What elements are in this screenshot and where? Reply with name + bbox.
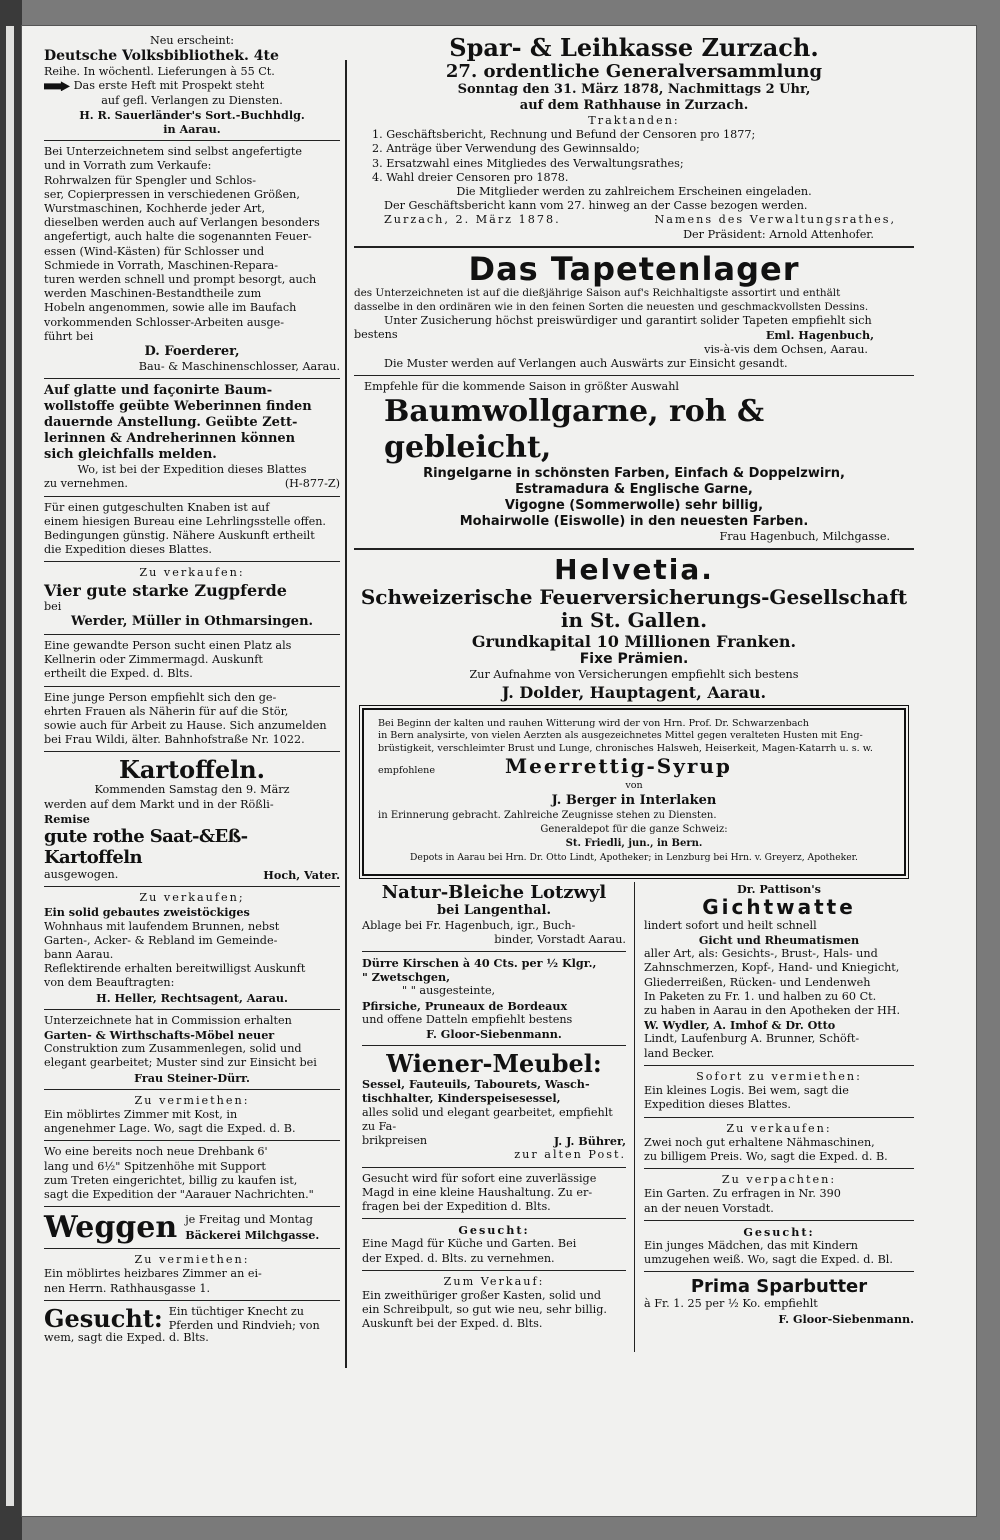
ad-line: 2. Anträge über Verwendung des Gewinnsaldo; [372, 142, 640, 156]
divider [354, 548, 914, 550]
ad-line: alles solid und elegant gearbeitet, empfiehlt zu Fa- [362, 1105, 613, 1133]
ad-line: Ringelgarne in schönsten Farben, Einfach & Doppelzwirn, [423, 466, 845, 482]
ad-line: Kommenden Samstag den 9. März [94, 783, 290, 797]
divider [362, 951, 626, 952]
ad-line: an der neuen Vorstadt. [644, 1201, 774, 1215]
ad-signature: H. Heller, Rechtsagent, Aarau. [96, 990, 288, 1005]
ad-line: 1. Geschäftsbericht, Rechnung und Befund der Censoren pro 1877; [372, 128, 756, 142]
two-column-section [354, 882, 914, 1352]
ad-signature: D. Foerderer, [144, 344, 240, 360]
ad-signature: Der Präsident: Arnold Attenhofer. [683, 227, 874, 241]
ad-line: wollstoffe geübte Weberinnen finden [44, 399, 312, 415]
ad-zimmer-heizbar [44, 1253, 340, 1296]
ad-line: zum Treten eingerichtet, billig zu kaufen ist, [44, 1173, 298, 1187]
ad-line: nen Herrn. Rathhausgasse 1. [44, 1281, 211, 1295]
ad-line: Dürre Kirschen à 40 Cts. per ½ Klgr., [362, 956, 597, 971]
ad-gichtwatte [644, 882, 914, 1061]
ad-line: die Expedition dieses Blattes. [44, 543, 212, 557]
ad-logis [644, 1070, 914, 1113]
ad-heading: Zu verkaufen: [139, 566, 245, 580]
divider [44, 140, 340, 141]
ad-line: in Bern analysirte, von vielen Aerzten als ausgezeichnetes Mittel gegen veralteten Husten mit Eng- [378, 730, 863, 742]
divider [362, 1045, 626, 1046]
ad-line: bei Frau Wildi, älter. Bahnhofstraße Nr. 1022. [44, 733, 305, 747]
ad-line: Lindt, Laufenburg A. Brunner, Schöft- [644, 1032, 860, 1046]
divider [644, 1271, 914, 1272]
ad-signature: Frau Steiner-Dürr. [134, 1070, 250, 1085]
divider [44, 1140, 340, 1141]
divider [644, 1117, 914, 1118]
ad-signature: J. J. Bührer, [553, 1134, 626, 1149]
ad-headline: Wiener-Meubel: [386, 1049, 602, 1079]
divider [44, 1300, 340, 1301]
ad-line: Kellnerin oder Zimmermagd. Auskunft [44, 653, 263, 667]
left-column [44, 34, 340, 1345]
ad-line: Gliederreißen, Rücken- und Lendenweh [644, 975, 871, 989]
subcolumn-divider [634, 882, 635, 1352]
ad-line: Ein solid gebautes zweistöckiges [44, 905, 250, 920]
divider [44, 496, 340, 497]
ad-obst [362, 956, 626, 1041]
ad-line: Magd in eine kleine Haushaltung. Zu er- [362, 1185, 593, 1199]
ad-line: land Becker. [644, 1046, 715, 1060]
ad-heading: Gesucht: [743, 1224, 815, 1239]
ad-line: Ein junges Mädchen, das mit Kindern [644, 1238, 859, 1252]
ad-line: Schmiede in Vorrath, Maschinen-Repara- [44, 258, 278, 272]
ad-line: tischhalter, Kinderspeisesessel, [362, 1091, 561, 1106]
ad-reference: (H-877-Z) [284, 477, 340, 491]
ad-heading: Zum Verkauf: [443, 1274, 545, 1288]
ad-line: W. Wydler, A. Imhof & Dr. Otto [644, 1018, 836, 1033]
ad-line: Ein tüchtiger Knecht zu [168, 1304, 304, 1318]
ad-line: Ein zweithüriger großer Kasten, solid und [362, 1288, 602, 1302]
ad-line: dieselben werden auch auf Verlangen besonders [44, 216, 320, 230]
ad-headline: Vier gute starke Zugpferde [44, 580, 287, 600]
ad-line: lindert sofort und heilt schnell [644, 918, 817, 932]
ad-line: Ein Garten. Zu erfragen in Nr. 390 [644, 1187, 841, 1201]
ad-sparkasse [354, 34, 914, 242]
ad-line: J. Berger in Interlaken [551, 792, 717, 808]
ad-line: umzugehen weiß. Wo, sagt die Exped. d. Bl. [644, 1253, 893, 1267]
divider [44, 886, 340, 887]
ad-line: Expedition dieses Blattes. [644, 1098, 791, 1112]
ad-line: Sessel, Fauteuils, Tabourets, Wasch- [362, 1077, 590, 1092]
ad-naturbleiche [362, 882, 626, 947]
column-divider [345, 60, 347, 1368]
ad-line: Unter Zusicherung höchst preiswürdiger und garantirt solider Tapeten empfiehlt sich [384, 314, 872, 328]
ad-line: ein Schreibpult, so gut wie neu, sehr billig. [362, 1303, 607, 1317]
ad-line: Eine junge Person empfiehlt sich den ge- [44, 690, 277, 704]
ad-line: elegant gearbeitet; Muster sind zur Einsicht bei [44, 1056, 317, 1070]
ad-line: Generaldepot für die ganze Schweiz: [540, 824, 728, 836]
ad-signature: Frau Hagenbuch, Milchgasse. [719, 530, 890, 544]
ad-line: Mohairwolle (Eiswolle) in den neuesten Farben. [459, 514, 809, 530]
ad-line: werden Maschinen-Bestandtheile zum [44, 287, 262, 301]
divider [44, 1009, 340, 1010]
ad-headline: Meerrettig-Syrup [505, 754, 732, 779]
ad-line: ser, Copierpressen in verschiedenen Größen, [44, 187, 300, 201]
ad-line: des Unterzeichneten ist auf die dießjährige Saison auf's Reichhaltigste assortirt und enthält [354, 286, 841, 299]
ad-line: Gesucht wird für sofort eine zuverlässige [362, 1171, 597, 1185]
ad-line: brüstigkeit, verschleimter Brust und Lunge, chronisches Halsweh, Heiserkeit, Magen-Katarrh u. s. w. [378, 742, 873, 754]
ad-headline: gute rothe Saat-&Eß-Kartoffeln [44, 825, 248, 868]
ad-magd-kueche [362, 1223, 626, 1266]
ad-line: Hobeln angenommen, sowie alle im Baufach [44, 301, 297, 315]
ad-line: Ein kleines Logis. Bei wem, sagt die [644, 1084, 849, 1098]
ad-wiener-meubel [362, 1050, 626, 1162]
ad-line: der Exped. d. Blts. zu vernehmen. [362, 1251, 555, 1265]
ad-line: Grundkapital 10 Millionen Franken. [471, 632, 797, 652]
ad-line: Eine gewandte Person sucht einen Platz als [44, 638, 292, 652]
ad-naehmaschinen [644, 1122, 914, 1165]
ad-line: Zur Aufnahme von Versicherungen empfiehlt sich bestens [469, 668, 799, 682]
divider [362, 1218, 626, 1219]
ad-line: brikpreisen [362, 1134, 428, 1148]
ad-headline: Gesucht: [44, 1303, 163, 1333]
ad-line: Ablage bei Fr. Hagenbuch, igr., Buch- [362, 918, 576, 932]
ad-line: Eine Magd für Küche und Garten. Bei [362, 1237, 577, 1251]
divider [354, 375, 914, 376]
ad-signature: J. Dolder, Hauptagent, Aarau. [501, 682, 767, 702]
ad-heading: Zu verkaufen: [726, 1121, 832, 1135]
ad-line: Bei Unterzeichnetem sind selbst angefertigte [44, 145, 303, 159]
ad-kellnerin [44, 639, 340, 682]
ad-line: sich gleichfalls melden. [44, 447, 217, 463]
divider [44, 751, 340, 752]
ad-heading: Zu verpachten: [721, 1173, 837, 1187]
ad-line: Depots in Aarau bei Hrn. Dr. Otto Lindt, Apotheker; in Lenzburg bei Hrn. v. Greyerz, Apotheker. [410, 852, 858, 864]
ad-line: in Aarau. [163, 122, 221, 137]
ad-line: " Zwetschgen, [362, 970, 451, 985]
ad-line: Fixe Prämien. [579, 651, 689, 668]
ad-headline: Baumwollgarne, roh & gebleicht, [384, 394, 765, 466]
ad-baumwollgarne [354, 380, 914, 544]
ad-line: in Erinnerung gebracht. Zahlreiche Zeugnisse stehen zu Diensten. [378, 809, 717, 821]
ad-headline: Natur-Bleiche Lotzwyl [381, 881, 607, 903]
ad-headline: Kartoffeln. [118, 755, 266, 785]
ad-line: Dr. Pattison's [737, 881, 821, 896]
right-subcolumn-left [362, 882, 626, 1332]
ad-wohnhaus [44, 891, 340, 1005]
ad-line: Bei Beginn der kalten und rauhen Witterung wird der von Hrn. Prof. Dr. Schwarzenbach [378, 717, 809, 729]
ad-signature: Hoch, Vater. [263, 867, 340, 882]
ad-line: lerinnen & Andreherinnen können [44, 431, 296, 447]
ad-line: 4. Wahl dreier Censoren pro 1878. [372, 170, 569, 184]
ad-heading: Zu vermiethen: [134, 1093, 250, 1107]
ad-line: Der Geschäftsbericht kann vom 27. hinweg an der Casse bezogen werden. [384, 199, 808, 213]
ad-line: essen (Wind-Kästen) für Schlosser und [44, 244, 265, 258]
ad-weggen [44, 1211, 340, 1244]
ad-line: ertheilt die Exped. d. Blts. [44, 667, 193, 681]
ad-drehbank [44, 1145, 340, 1202]
ad-line: Garten- & Wirthschafts-Möbel neuer [44, 1027, 275, 1042]
divider [354, 246, 914, 248]
ad-line: aller Art, als: Gesichts-, Brust-, Hals- und [644, 947, 878, 961]
ad-line: und in Vorrath zum Verkaufe: [44, 159, 212, 173]
ad-line: und offene Datteln empfiehlt bestens [362, 1012, 573, 1026]
ad-line: angefertigt, auch halte die sogenannten Feuer- [44, 230, 312, 244]
divider [644, 1168, 914, 1169]
ad-line: Reflektirende erhalten bereitwilligst Auskunft [44, 962, 306, 976]
ad-gartenmoebel [44, 1014, 340, 1085]
ad-line: Wohnhaus mit laufendem Brunnen, nebst [44, 919, 280, 933]
ad-line: bei Langenthal. [437, 902, 551, 918]
ad-headline: Gichtwatte [702, 894, 856, 919]
ad-line: In Paketen zu Fr. 1. und halben zu 60 Ct. [644, 989, 877, 1003]
ad-zimmer-kost [44, 1094, 340, 1137]
ad-line: Sonntag den 31. März 1878, Nachmittags 2 Uhr, [457, 82, 811, 97]
ad-heading: Zu vermiethen: [134, 1253, 250, 1267]
ad-line: bei [44, 599, 62, 613]
ad-heading: Zu verkaufen; [139, 891, 245, 905]
ad-signature: Werder, Müller in Othmarsingen. [70, 613, 314, 629]
ad-line: Ein möblirtes Zimmer mit Kost, in [44, 1107, 238, 1121]
ad-headline: Prima Sparbutter [690, 1276, 868, 1298]
ad-zugpferde [44, 566, 340, 629]
ad-line: fragen bei der Expedition d. Blts. [362, 1199, 551, 1213]
ad-line: à Fr. 1. 25 per ½ Ko. empfiehlt [644, 1297, 818, 1311]
ad-line: zu haben in Aarau in den Apotheken der HH. [644, 1004, 901, 1018]
ad-line: Namens des Verwaltungsrathes, [654, 213, 896, 227]
ad-magd-haushaltung [362, 1172, 626, 1215]
ad-line: lang und 6½" Spitzenhöhe mit Support [44, 1159, 266, 1173]
ad-line: sowie auch für Arbeit zu Hause. Sich anzumelden [44, 718, 327, 732]
ad-line: vis-à-vis dem Ochsen, Aarau. [704, 342, 868, 356]
ad-line: ehrten Frauen als Näherin für auf die Stör, [44, 704, 289, 718]
ad-line: Construktion zum Zusammenlegen, solid und [44, 1042, 302, 1056]
ad-line: Zahnschmerzen, Kopf-, Hand- und Kniegicht, [644, 961, 900, 975]
ad-line: Remise [44, 811, 90, 826]
ad-signature: Bau- & Maschinenschlosser, Aarau. [138, 360, 340, 374]
pointing-hand-icon [44, 81, 70, 91]
ad-line: bann Aarau. [44, 947, 114, 961]
ad-heading: Sofort zu vermiethen: [696, 1069, 862, 1083]
ad-line: zu vernehmen. [44, 477, 128, 491]
ad-line: St. Friedli, jun., in Bern. [565, 838, 703, 850]
ad-line: vorkommenden Schlosser-Arbeiten ausge- [44, 315, 285, 329]
ad-tapetenlager [354, 249, 914, 371]
ad-volksbibliothek [44, 34, 340, 136]
ad-line: Wurstmaschinen, Kochherde jeder Art, [44, 202, 266, 216]
ad-naeherin [44, 691, 340, 748]
ad-line: werden auf dem Markt und in der Rößli- [44, 797, 274, 811]
ad-line: Garten-, Acker- & Rebland im Gemeinde- [44, 933, 278, 947]
right-subcolumn-right [644, 882, 914, 1326]
ad-line: Rohrwalzen für Spengler und Schlos- [44, 173, 257, 187]
ad-kartoffeln [44, 756, 340, 882]
ad-weberinnen [44, 383, 340, 491]
ad-maedchen [644, 1225, 914, 1268]
ad-line: Wo eine bereits noch neue Drehbank 6' [44, 1145, 268, 1159]
ad-line: empfohlene [378, 765, 436, 777]
ad-line: " " ausgesteinte, [402, 984, 496, 998]
ad-line: von dem Beauftragten: [44, 976, 175, 990]
ad-garten [644, 1173, 914, 1216]
ad-signature: F. Gloor-Siebenmann. [778, 1311, 914, 1326]
divider [44, 1206, 340, 1207]
ad-kasten [362, 1275, 626, 1332]
ad-headline: Spar- & Leihkasse Zurzach. [449, 33, 819, 62]
ad-line: Pferden und Rindvieh; von [168, 1319, 320, 1332]
ad-heading: Gesucht: [458, 1223, 530, 1238]
ad-line: von [625, 779, 643, 791]
ad-knaben [44, 501, 340, 558]
divider [44, 378, 340, 379]
divider [44, 1248, 340, 1249]
left-page-strip [6, 26, 14, 1506]
ad-line: Pfirsiche, Pruneaux de Bordeaux [362, 998, 568, 1013]
ad-foerderer [44, 145, 340, 374]
divider [362, 1270, 626, 1271]
ad-signature: H. R. Sauerländer's Sort.-Buchhdlg. [79, 107, 305, 122]
ad-line: Das erste Heft mit Prospekt steht [73, 79, 265, 93]
ad-line: 3. Ersatzwahl eines Mitgliedes des Verwaltungsrathes; [372, 156, 684, 170]
divider [44, 561, 340, 562]
right-column [354, 34, 914, 1352]
ad-line: Für einen gutgeschulten Knaben ist auf [44, 500, 270, 514]
ad-headline: Helvetia. [554, 553, 714, 587]
ad-headline: Deutsche Volksbibliothek. 4te [44, 48, 279, 65]
ad-line: auf gefl. Verlangen zu Diensten. [101, 93, 283, 107]
ad-line: Die Muster werden auf Verlangen auch Auswärts zur Einsicht gesandt. [384, 356, 788, 370]
divider [44, 634, 340, 635]
ad-line: dauernde Anstellung. Geübte Zett- [44, 415, 298, 431]
divider [44, 686, 340, 687]
divider [362, 1167, 626, 1168]
ad-line: Auskunft bei der Exped. d. Blts. [362, 1317, 543, 1331]
ad-line: Bäckerei Milchgasse. [185, 1227, 320, 1242]
ad-line: Empfehle für die kommende Saison in größter Auswahl [364, 380, 680, 394]
ad-headline: Weggen [44, 1210, 178, 1246]
ad-line: Reihe. In wöchentl. Lieferungen à 55 Ct. [44, 65, 275, 79]
ad-line: Bedingungen günstig. Nähere Auskunft ertheilt [44, 529, 315, 543]
ad-line: Wo, ist bei der Expedition dieses Blattes [77, 463, 307, 477]
ad-line: einem hiesigen Bureau eine Lehrlingsstelle offen. [44, 514, 326, 528]
ad-line: Vigogne (Sommerwolle) sehr billig, [504, 498, 764, 514]
ad-meerrettig-box [362, 708, 906, 876]
ad-line: zur alten Post. [514, 1148, 626, 1162]
ad-line: turen werden schnell und prompt besorgt, auch [44, 273, 317, 287]
ad-line: Gicht und Rheumatismen [698, 933, 860, 948]
ad-line: binder, Vorstadt Aarau. [494, 932, 626, 946]
ad-heading: Traktanden: [588, 114, 680, 127]
divider [44, 1089, 340, 1090]
ad-line: Die Mitglieder werden zu zahlreichem Erscheinen eingeladen. [456, 185, 812, 199]
ad-subheadline: Schweizerische Feuerversicherungs-Gesellschaft in St. Gallen. [360, 585, 908, 633]
ad-headline: Das Tapetenlager [468, 249, 800, 288]
ad-signature: F. Gloor-Siebenmann. [426, 1027, 562, 1042]
ad-line: bestens [354, 328, 398, 342]
ad-line: je Freitag und Montag [185, 1213, 313, 1227]
divider [644, 1220, 914, 1221]
ad-line: dasselbe in den ordinären wie in den feinen Sorten die neuesten und geschmackvollsten Dessins. [354, 301, 869, 314]
ad-line: Ein möblirtes heizbares Zimmer an ei- [44, 1267, 262, 1281]
divider [644, 1065, 914, 1066]
ad-line: Zurzach, 2. März 1878. [384, 213, 561, 227]
ad-line: Zwei noch gut erhaltene Nähmaschinen, [644, 1135, 875, 1149]
ad-line: Neu erscheint: [149, 34, 235, 47]
ad-line: führt bei [44, 329, 94, 343]
ad-signature: Eml. Hagenbuch, [765, 328, 874, 343]
ad-line: ausgewogen. [44, 867, 119, 881]
ad-line: Unterzeichnete hat in Commission erhalten [44, 1013, 292, 1027]
ad-subheadline: 27. ordentliche Generalversammlung [445, 61, 823, 82]
ad-line: Estramadura & Englische Garne, [515, 482, 753, 498]
ad-line: Auf glatte und façonirte Baum- [44, 383, 273, 399]
ad-line: zu billigem Preis. Wo, sagt die Exped. d. B. [644, 1149, 888, 1163]
ad-knecht [44, 1305, 340, 1333]
ad-sparbutter [644, 1276, 914, 1325]
ad-line: wem, sagt die Exped. d. Blts. [44, 1331, 209, 1345]
ad-helvetia [354, 554, 914, 701]
ad-line: auf dem Rathhause in Zurzach. [519, 98, 749, 113]
ad-line: sagt die Expedition der "Aarauer Nachrichten." [44, 1187, 314, 1201]
ad-line: angenehmer Lage. Wo, sagt die Exped. d. B. [44, 1122, 296, 1136]
